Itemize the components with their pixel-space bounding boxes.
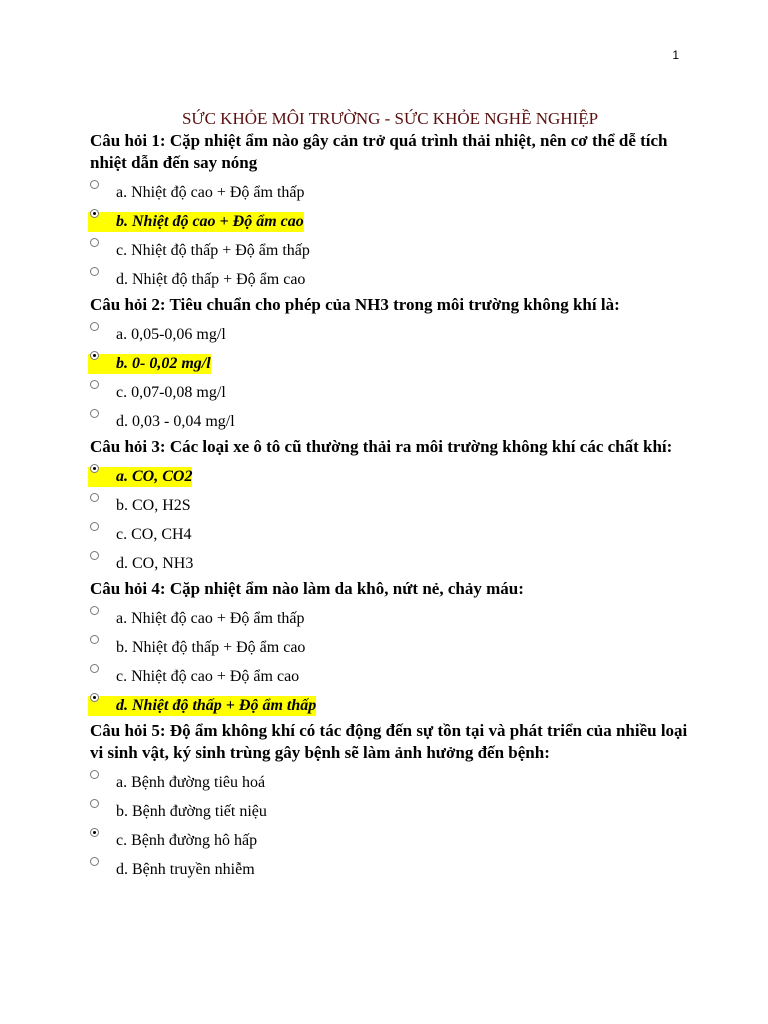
radio-unchecked-icon[interactable] <box>90 635 99 644</box>
answer-option-label: d. Nhiệt độ thấp + Độ ẩm cao <box>116 271 306 288</box>
radio-unchecked-icon[interactable] <box>90 238 99 247</box>
answer-option[interactable] <box>90 349 690 378</box>
answer-option[interactable] <box>90 797 690 826</box>
answer-option-label: a. Nhiệt độ cao + Độ ẩm thấp <box>116 610 305 627</box>
answer-option-label: b. Bệnh đường tiết niệu <box>116 803 267 820</box>
question-text: Câu hỏi 4: Cặp nhiệt ẩm nào làm da khô, nứt nẻ, chảy máu: <box>90 579 524 598</box>
radio-unchecked-icon[interactable] <box>90 857 99 866</box>
question-text: Câu hỏi 5: Độ ẩm không khí có tác động đến sự tồn tại và phát triển của nhiều loại vi sinh vật, ký sinh trùng gây bệnh sẽ làm ảnh hưởng đến bệnh: <box>90 721 688 762</box>
answer-option[interactable] <box>90 662 690 691</box>
answer-option-label: d. CO, NH3 <box>116 555 194 572</box>
answer-option-label: a. Nhiệt độ cao + Độ ẩm thấp <box>116 184 305 201</box>
answer-option[interactable] <box>90 826 690 855</box>
answer-option-label: c. Nhiệt độ cao + Độ ẩm cao <box>116 668 300 685</box>
answer-option-label: c. Nhiệt độ thấp + Độ ẩm thấp <box>116 242 310 259</box>
answer-option-label: d. 0,03 - 0,04 mg/l <box>116 413 235 430</box>
question-3 <box>90 436 690 578</box>
question-1 <box>90 130 690 294</box>
answer-option-label: a. 0,05-0,06 mg/l <box>116 326 226 343</box>
answer-option[interactable] <box>90 462 690 491</box>
question-list <box>90 130 690 884</box>
answer-option[interactable] <box>90 633 690 662</box>
radio-unchecked-icon[interactable] <box>90 322 99 331</box>
radio-checked-icon[interactable] <box>90 693 99 702</box>
answer-option[interactable] <box>90 320 690 349</box>
question-text: Câu hỏi 3: Các loại xe ô tô cũ thường thải ra môi trường không khí các chất khí: <box>90 437 673 456</box>
radio-unchecked-icon[interactable] <box>90 380 99 389</box>
answer-option[interactable] <box>90 178 690 207</box>
question-4 <box>90 578 690 720</box>
radio-unchecked-icon[interactable] <box>90 770 99 779</box>
answer-option-label: b. 0- 0,02 mg/l <box>116 355 211 372</box>
radio-unchecked-icon[interactable] <box>90 799 99 808</box>
answer-option[interactable] <box>90 407 690 436</box>
answer-option-label: b. CO, H2S <box>116 497 191 514</box>
answer-option-label: c. CO, CH4 <box>116 526 192 543</box>
radio-unchecked-icon[interactable] <box>90 522 99 531</box>
answer-option[interactable] <box>90 207 690 236</box>
document-title: SỨC KHỎE MÔI TRƯỜNG - SỨC KHỎE NGHỀ NGHIỆP <box>181 109 599 128</box>
radio-checked-icon[interactable] <box>90 209 99 218</box>
radio-unchecked-icon[interactable] <box>90 606 99 615</box>
radio-checked-icon[interactable] <box>90 464 99 473</box>
answer-option[interactable] <box>90 549 690 578</box>
answer-option-label: a. CO, CO2 <box>116 468 193 485</box>
question-5 <box>90 720 690 884</box>
answer-option-label: d. Nhiệt độ thấp + Độ ẩm thấp <box>116 697 317 714</box>
answer-option-label: b. Nhiệt độ cao + Độ ẩm cao <box>116 213 304 230</box>
answer-option[interactable] <box>90 378 690 407</box>
answer-option-label: a. Bệnh đường tiêu hoá <box>116 774 266 791</box>
radio-unchecked-icon[interactable] <box>90 493 99 502</box>
question-text: Câu hỏi 2: Tiêu chuẩn cho phép của NH3 trong môi trường không khí là: <box>90 295 620 314</box>
answer-option[interactable] <box>90 604 690 633</box>
answer-option-label: b. Nhiệt độ thấp + Độ ẩm cao <box>116 639 306 656</box>
radio-unchecked-icon[interactable] <box>90 180 99 189</box>
answer-option[interactable] <box>90 236 690 265</box>
answer-option-label: d. Bệnh truyền nhiễm <box>116 861 255 878</box>
answer-option[interactable] <box>90 768 690 797</box>
radio-checked-icon[interactable] <box>90 351 99 360</box>
question-text: Câu hỏi 1: Cặp nhiệt ẩm nào gây cản trở quá trình thải nhiệt, nên cơ thể dễ tích nhiệt dẫn đến say nóng <box>90 131 668 172</box>
answer-option[interactable] <box>90 691 690 720</box>
radio-unchecked-icon[interactable] <box>90 409 99 418</box>
answer-option-label: c. 0,07-0,08 mg/l <box>116 384 226 401</box>
radio-unchecked-icon[interactable] <box>90 267 99 276</box>
question-2 <box>90 294 690 436</box>
document-body <box>90 108 690 884</box>
answer-option[interactable] <box>90 265 690 294</box>
answer-option[interactable] <box>90 855 690 884</box>
radio-unchecked-icon[interactable] <box>90 664 99 673</box>
page-number: 1 <box>672 48 679 62</box>
answer-option-label: c. Bệnh đường hô hấp <box>116 832 258 849</box>
radio-unchecked-icon[interactable] <box>90 551 99 560</box>
answer-option[interactable] <box>90 520 690 549</box>
answer-option[interactable] <box>90 491 690 520</box>
radio-checked-icon[interactable] <box>90 828 99 837</box>
